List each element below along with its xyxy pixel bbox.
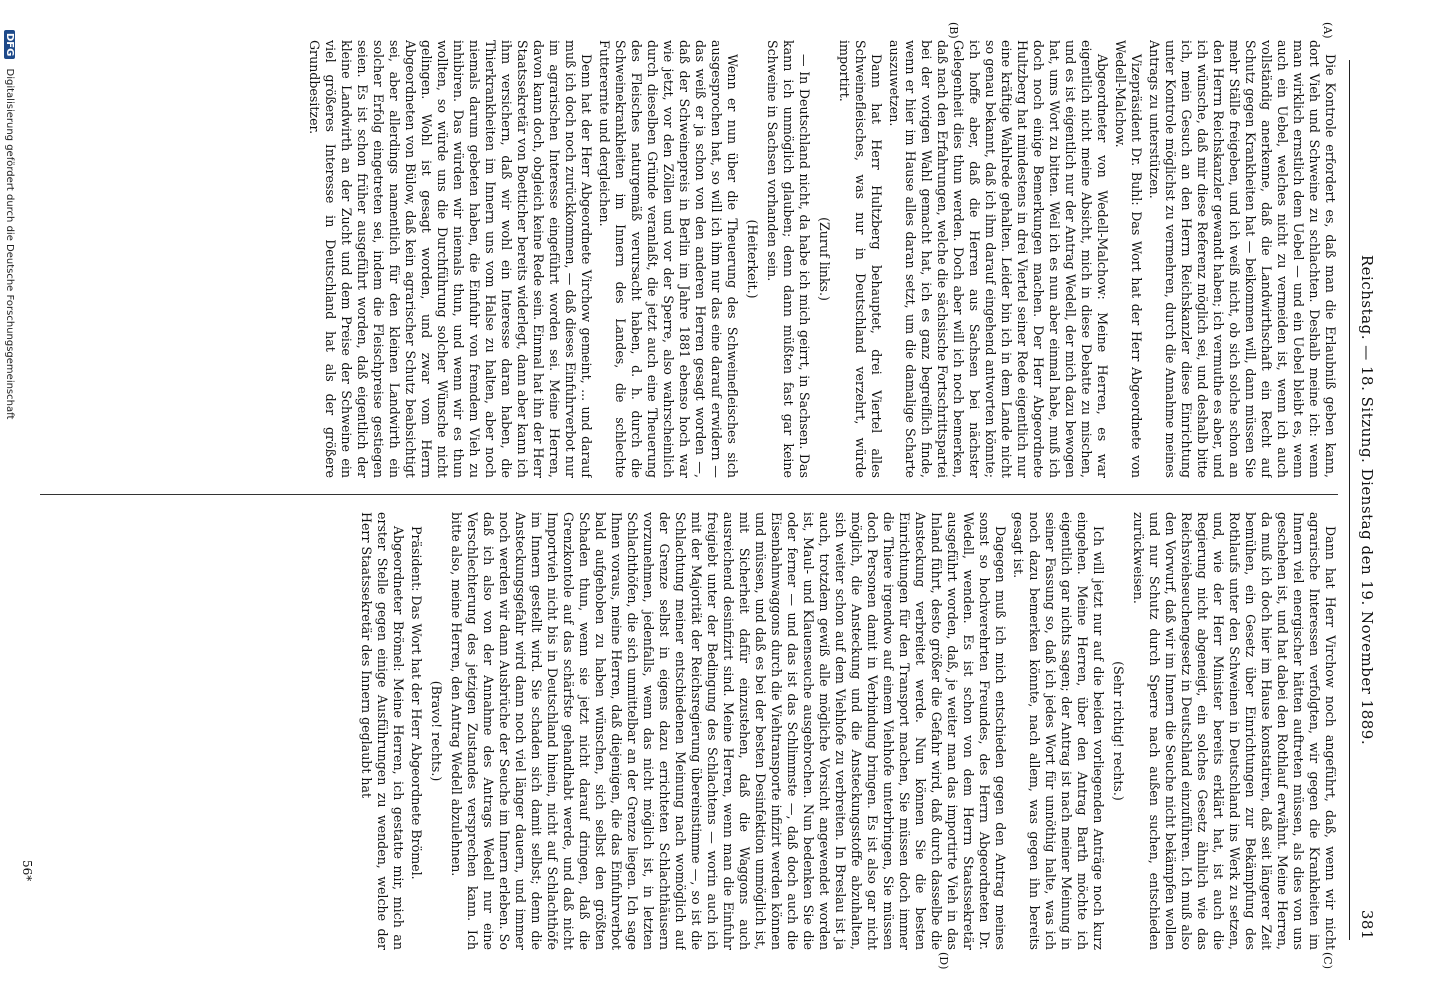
left-text-column <box>30 40 1338 478</box>
digitization-footer <box>4 30 15 970</box>
paragraph: Dann hat Herr Virchow noch angeführt, daß, wenn wir nicht agrarische Interessen verfolgten, wir gegen die Krankheiten im Innern viel energischer hätten auftreten müssen, als dies von uns geschehen ist, und hat dabei den Rothlauf erwähnt. Meine Herren, da muß ich doch hier im Hause konstatiren, daß seit längerer Zeit bemühen, ein Gesetz über Einrichtungen zur Bekämpfung des Rothlaufs unter den Schweinen in Deutschland ins Werk zu setzen, und, wie der Herr Minister bereits erklärt hat, ist auch die Regierung nicht abgeneigt, ein solches Gesetz ähnlich wie das Reichsviehseuchengesetz in Deutschland einzuführen. Ich muß also den Vorwurf, daß wir im Innern die Seuche nicht bekämpfen wollen und nur Schutz durch Sperre nach außen suchen, entschieden zurückweisen. <box>1131 512 1338 950</box>
page-number: 381 <box>1358 909 1376 940</box>
paragraph: Ich will jetzt nur auf die beiden vorliegenden Anträge noch kurz eingehen. Meine Herren, über den Antrag Barth möchte ich eigentlich gar nichts sagen; der Antrag ist nach meiner Meinung in seiner Fassung so, daß ich jedes Wort für unnöthig halte, was ich noch dazu bemerken könnte, nach allem, was gegen ihn bereits gesagt ist. <box>1011 512 1106 950</box>
paragraph: Denn hat der Herr Abgeordnete Virchow gemeint, ... und darauf muß ich doch noch zurückkommen, — daß dieses Einfuhrverbot nur im agrarischen Interesse eingeführt worden sei. Meine Herren, davon kann doch, obgleich keine Rede sein. Einmal hat ihn der Herr Staatssekretär von Boetticher bereits widerlegt, dann aber kann ich ihm versichern, daß wir wohl ein Interesse daran haben, die Thierkrankheiten im Innern uns vom Halse zu halten, aber noch niemals darum gebeten haben, die Einfuhr von fremdem Vieh zu inhibiren. Das würden wir niemals thun, und wenn wir es thun wollten, so würde uns die Durchführung solcher Wünsche nicht gelingen. Wohl ist gesagt worden, und zwar vom Herrn Abgeordneten von Bülow, daß kein agrarischer Schutz beabsichtigt sei, aber allerdings namentlich für den kleinen Landwirth ein solcher Erfolg eingetreten sei, indem die Fleischpreise gestiegen seien. Es ist schon früher ausgeführt worden, daß eigentlich der kleine Landwirth an der Zucht und dem Preise der Schweine ein viel größeres Interesse in Deutschland hat als der größere Grundbesitzer. <box>307 40 594 478</box>
margin-marker-b: (B) <box>947 22 960 39</box>
paragraph: — In Deutschland nicht, da habe ich mich geirrt, in Sachsen. Das kann ich unmöglich glauben; denn dann müßten fast gar keine Schweine in Sachsen vorhanden sein. <box>765 40 812 478</box>
margin-marker-c: (C) <box>1321 952 1334 969</box>
speaker-paragraph: Abgeordneter von Wedell-Malchow: Meine Herren, es war eigentlich nicht meine Absicht, mich in diese Debatte zu mischen, und es ist eigentlich nur der Antrag Wedell, der mich dazu bewogen hat, ums Wort zu bitten. Weil ich es nun aber einmal habe, muß ich doch noch einige Bemerkungen machen. Der Herr Abgeordnete Hultzberg hat mindestens in drei Viertel seiner Rede eigentlich nur eine kräftige Wahlrede gehalten. Leider bin ich in dem Lande nicht so genau bekannt, daß ich ihm darauf eingehend antworten könnte; ich hoffe aber, daß die Herren aus Sachsen bei nächster Gelegenheit dies thun werden. Doch aber will ich noch bemerken, daß nach den Erfahrungen, welche die sächsische Fortschrittspartei bei der vorigen Wahl gemacht hat, ich es ganz begreiflich finde, wenn er hier im Hause alles daran setzt, um die damalige Scharte auszuwetzen. <box>887 40 1110 478</box>
speaker-paragraph: Präsident: Das Wort hat der Herr Abgeordnete Brömel. <box>409 526 424 880</box>
paragraph: Die Kontrole erfordert es, daß man die Erlaubniß geben kann, dort Vieh und Schweine zu schlachten. Deshalb meine ich: wenn man wirklich ernstlich dem Uebel — und ein Uebel bleibt es, wenn auch ein Uebel, welches nicht zu vermeiden ist, wenn ich auch vollständig anerkenne, daß die Landwirthschaft ein Recht auf Schutz gegen Krankheiten hat — beikommen will, dann müssen Sie mehr Ställe freigeben, und ich weiß nicht, ob sich solche schon an den Herrn Reichskanzler gewandt haben; ich vermuthe es aber, und ich wünsche, daß mir diese Referenz möglich sei, und deshalb bitte ich, mein Gesuch an den Herrn Reichskanzler diese Einrichtung unter Kontrole möglichst zu vermehren, durch die Annahme meines Antrags zu unterstützen. <box>1147 40 1338 478</box>
paragraph: Dagegen muß ich mich entschieden gegen den Antrag meines sonst so hochverehrten Freundes, des Herrn Abgeordneten Dr. Wedell, wenden. Es ist schon von dem Herrn Staatssekretär ausgeführt worden, daß, je weiter man das importirte Vieh in das Inland führt, desto größer die Gefahr wird, daß durch dasselbe die Ansteckung verbreitet werde. Nun können Sie die besten Einrichtungen für den Transport machen, Sie müssen doch immer die Thiere irgendwo auf einem Viehhofe unterbringen, Sie müssen doch Personen damit in Verbindung bringen. Es ist also gar nicht möglich, die Ansteckung und die Ansteckungsstoffe abzuhalten, sich weiter schon auf dem Viehhofe zu verbreiten. In Breslau ist ja auch, trotzdem gewiß alle mögliche Vorsicht angewendet worden ist, Maul- und Klauenseuche ausgebrochen. Nun bedenken Sie die oder ferner — und das ist das Schlimmste —, daß doch auch die Eisenbahnwaggons durch die Viehtransporte infizirt werden können und müssen, und daß es bei der besten Desinfektion unmöglich ist, mit Sicherheit dafür einzustehen, daß die Waggons auch ausreichend desinfizirt sind. Meine Herren, wenn man die Einfuhr freigiebt unter der Bedingung des Schlachtens — worin auch ich mit der Majorität der Reichsregierung übereinstimme —, so ist die Schlachtung meiner entschiedenen Meinung nach womöglich auf der Grenze selbst in eigens dazu errichteten Schlachthäusern vorzunehmen, jedenfalls, wenn das nicht möglich ist, in letzten Schlachthöfen, die sich unmittelbar an der Grenze liegen. Ich sage Ihnen voraus, meine Herren, daß diejenigen, die das Einfuhrverbot bald aufgehoben zu haben wünschen, sich selbst den größten Schaden thun, wenn sie jetzt nicht darauf dringen, daß die Grenzkontole auf das schärfste gehandhabt werde, und daß nicht Importvieh nicht bis in Deutschland hinein, nicht auf Schlachthöfe im Innern gestellt wird. Sie schaden sich damit selbst; denn die Ansteckungsgefahr wird dann noch viel länger dauern, und immer noch werden wir dann Ausbrüche der Seuche im Innern erleben. So daß ich also von der Annahme des Antrags Wedell nur eine Verschlechterung des jetzigen Zustandes versprechen kann. Ich bitte also, meine Herren, den Antrag Wedell abzulehnen. <box>449 512 1008 950</box>
right-text-column <box>30 512 1338 950</box>
interjection: (Zuruf links.) <box>817 217 832 301</box>
page-title: Reichstag. — 18. Sitzung. Dienstag den 19. November 1889. <box>1358 254 1376 746</box>
signature-mark: 56* <box>20 860 34 882</box>
interjection: (Sehr richtig! rechts.) <box>1111 661 1126 801</box>
paragraph: Wenn er nun über die Theuerung des Schweinefleisches sich ausgesprochen hat, so will ich ihm nur das eine darauf erwidern — das weiß er ja schon von den anderen Herren gesagt worden —, daß der Schweinepreis in Berlin im Jahre 1881 ebenso hoch war wie jetzt, vor den Zöllen und vor der Sperre, also wahrscheinlich durch dieselben Gründe veranlaßt, die jetzt auch eine Theuerung des Fleisches naturgemäß verursacht haben, d. h. durch die Schweinekrankheiten im Innern des Landes, die schlechte Futterernte und dergleichen. <box>597 40 740 478</box>
margin-marker-a: (A) <box>1321 22 1334 39</box>
paragraph: Dann hat Herr Hultzberg behauptet, drei Viertel alles Schweinefleisches, was nur in Deutschland verzehrt, würde importirt. <box>837 40 884 478</box>
page-header <box>1348 60 1376 940</box>
interjection: (Heiterkeit.) <box>745 219 760 299</box>
speaker-paragraph: Vizepräsident Dr. Buhl: Das Wort hat der Herr Abgeordnete von Wedell-Malchow. <box>1113 40 1144 478</box>
margin-marker-d: (D) <box>937 952 950 970</box>
dfg-logo: DFG <box>4 30 15 59</box>
column-divider <box>40 494 1338 495</box>
header-rule <box>1349 60 1350 940</box>
interjection: (Bravo! rechts.) <box>429 680 444 782</box>
digitization-notice: Digitalisierung gefördert durch die Deutsche Forschungsgemeinschaft <box>4 68 15 420</box>
speaker-paragraph: Abgeordneter Brömel: Meine Herren, ich gestatte mir, mich an erster Stelle gegen einige Ausführungen zu wenden, welche der Herr Staatssekretär des Innern geglaubt hat <box>359 512 406 950</box>
